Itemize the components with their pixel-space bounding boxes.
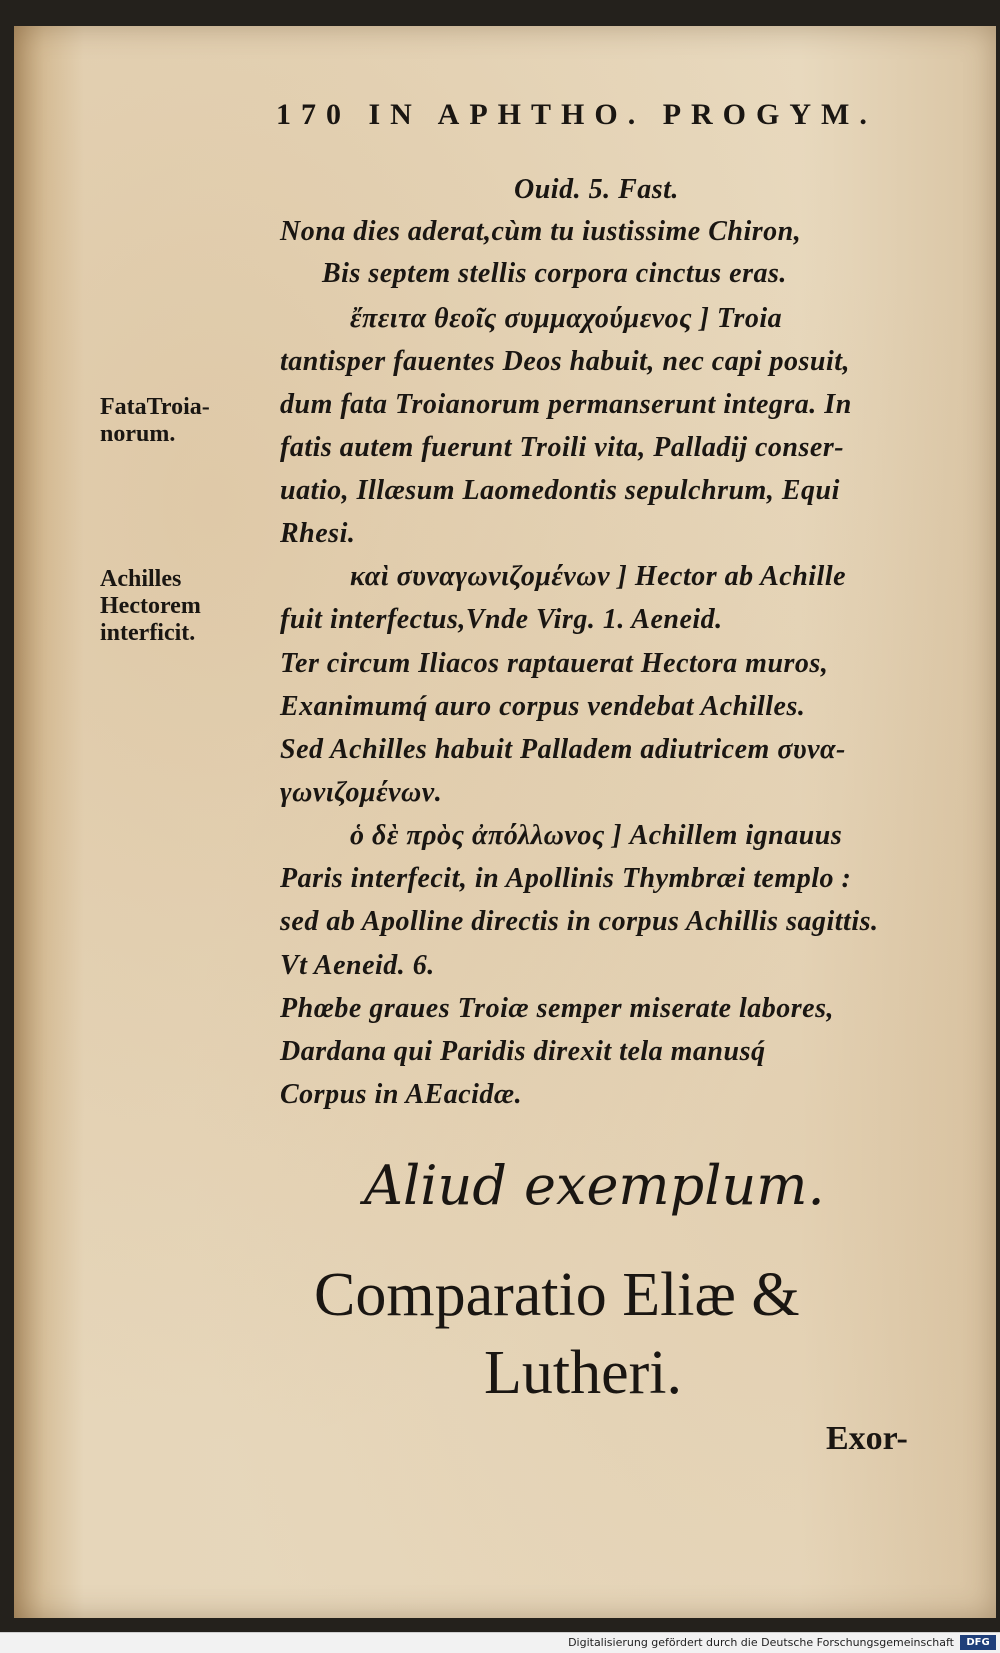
text-line: Dardana qui Paridis direxit tela manusq́: [280, 1036, 766, 1067]
book-page: [14, 26, 996, 1618]
text-line: Corpus in AEacidæ.: [280, 1079, 523, 1110]
page-text: [14, 26, 996, 1618]
text-line: Bis septem stellis corpora cinctus eras.: [322, 258, 787, 289]
text-line: Ter circum Iliacos raptauerat Hectora muros,: [280, 648, 829, 679]
margin-note-line: interficit.: [100, 620, 196, 646]
text-line: καὶ συναγωνιζομένων ] Hector ab Achille: [350, 561, 847, 592]
text-line: ὁ δὲ πρὸς ἀπόλλωνος ] Achillem ignauus: [350, 820, 843, 851]
text-line: Ouid. 5. Fast.: [514, 174, 679, 205]
running-head: 170 IN APHTHO. PROGYM.: [276, 98, 877, 131]
text-line: fatis autem fuerunt Troili vita, Palladij conser-: [280, 432, 845, 463]
text-line: sed ab Apolline directis in corpus Achillis sagittis.: [280, 906, 879, 937]
text-line: ἔπειτα θεοῖς συμμαχούμενος ] Troia: [350, 303, 783, 334]
margin-note-fata: [100, 394, 210, 448]
text-line: tantisper fauentes Deos habuit, nec capi posuit,: [280, 346, 851, 377]
margin-note-achilles: [100, 566, 201, 647]
funding-credit: Digitalisierung gefördert durch die Deutsche Forschungsgemeinschaft: [568, 1636, 954, 1649]
text-line: Paris interfecit, in Apollinis Thymbræi templo :: [280, 863, 852, 894]
text-line: Nona dies aderat,cùm tu iustissime Chiron,: [280, 216, 802, 247]
margin-note-line: FataTroia-: [100, 394, 210, 420]
footer-bar: [0, 1632, 1000, 1653]
heading-line-1: Comparatio Eliæ &: [314, 1261, 800, 1329]
text-line: fuit interfectus,Vnde Virg. 1. Aeneid.: [280, 604, 723, 635]
margin-note-line: Hectorem: [100, 593, 201, 619]
heading-line-2: Lutheri.: [484, 1339, 682, 1407]
dfg-logo-icon: DFG: [960, 1635, 996, 1650]
text-line: Rhesi.: [280, 518, 356, 549]
section-heading-main: [314, 1256, 954, 1412]
text-line: Phœbe graues Troiæ semper miserate labores,: [280, 993, 834, 1024]
text-line: dum fata Troianorum permanserunt integra. In: [280, 389, 852, 420]
section-heading-script: Aliud exemplum.: [364, 1154, 825, 1217]
margin-note-line: Achilles: [100, 566, 182, 592]
margin-note-line: norum.: [100, 421, 176, 447]
text-line: γωνιζομένων.: [280, 777, 443, 808]
text-line: Vt Aeneid. 6.: [280, 950, 435, 981]
text-line: Exanimumq́ auro corpus vendebat Achilles.: [280, 691, 806, 722]
text-line: Sed Achilles habuit Palladem adiutricem συνα-: [280, 734, 846, 765]
text-line: uatio, Illæsum Laomedontis sepulchrum, Equi: [280, 475, 840, 506]
catchword: Exor-: [826, 1420, 908, 1457]
